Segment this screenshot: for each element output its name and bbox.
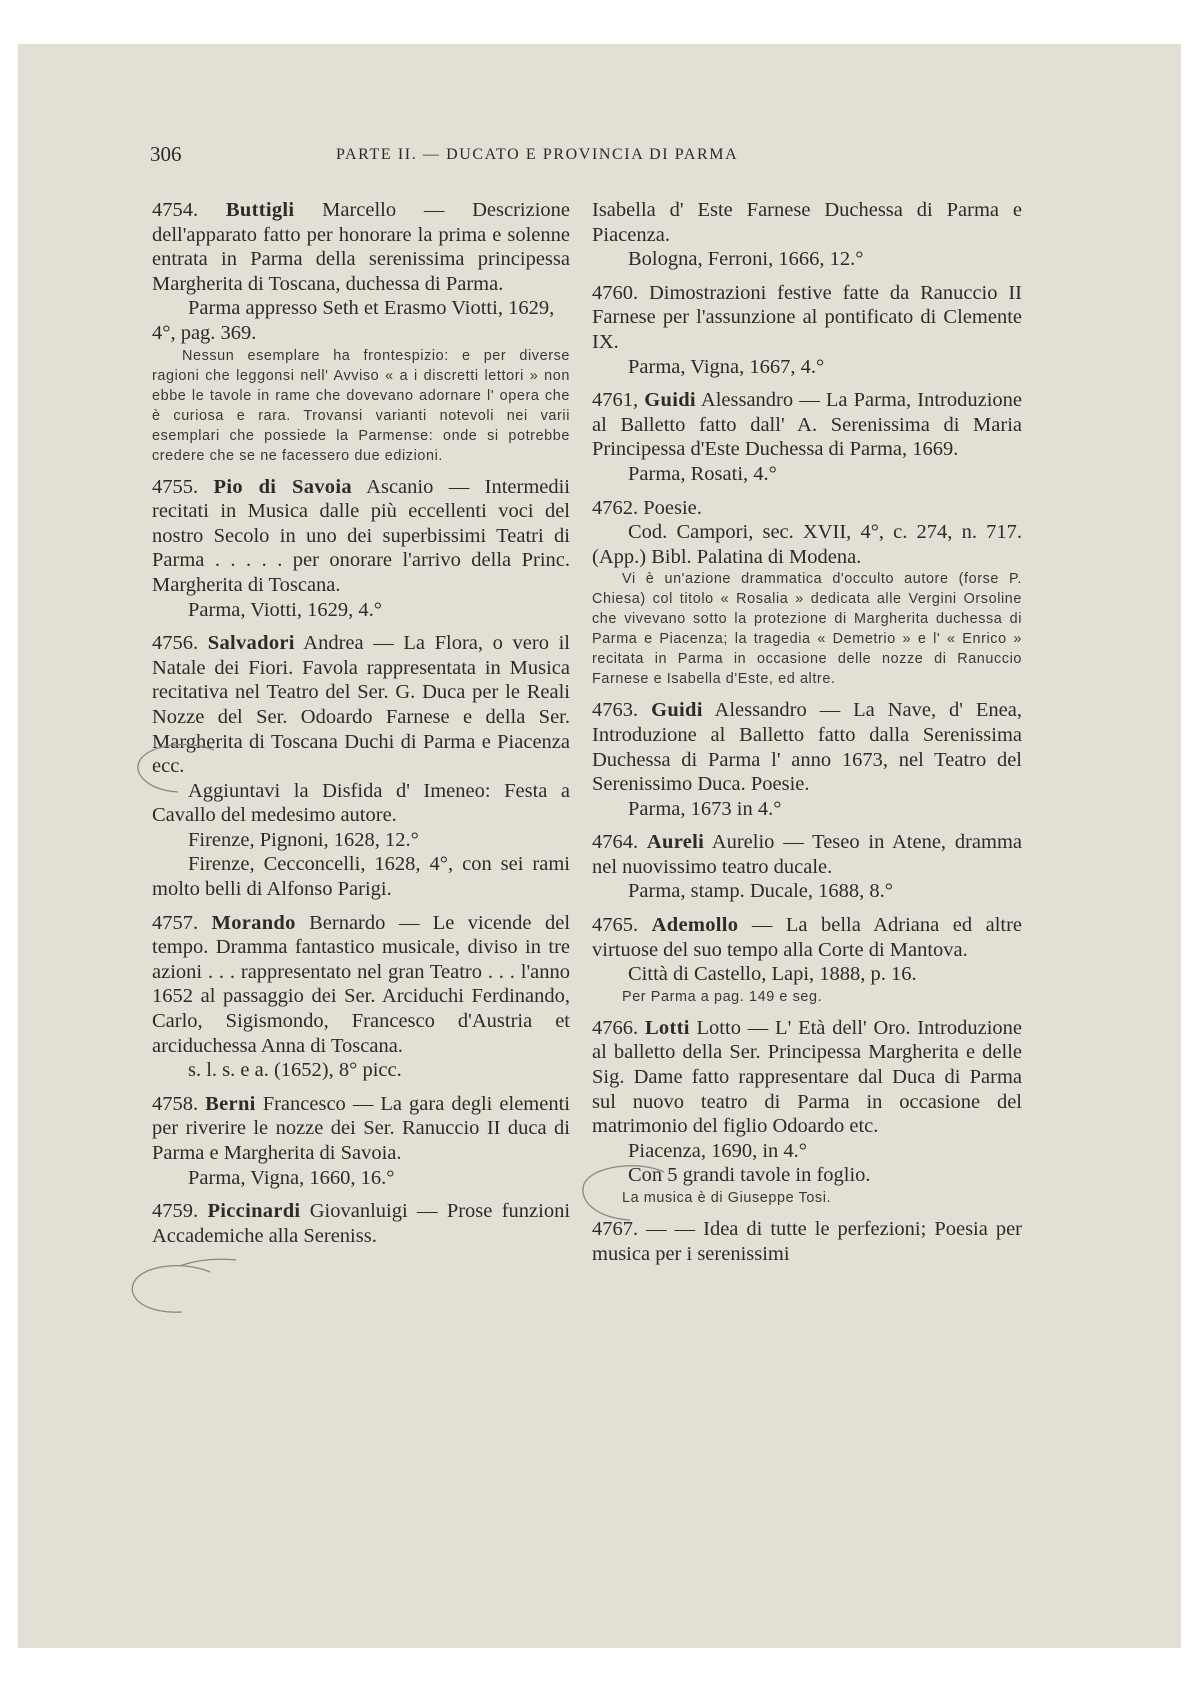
pencil-underline-mark [178,1256,238,1268]
entry-title: Bernardo — Le vicende del tempo. Dramma fantastico musicale, diviso in tre azioni . . . rappresentato nel gran Teatro . . . l'anno 1652 al passaggio dei Ser. Arciduchi Ferdinando, Carlo, Sigismondo, Francesco d'Austria et arciduchessa Anna di Toscana. [152,911,571,1057]
entry-4762 [592,496,1022,690]
right-column [592,198,1022,1275]
entry-author: Lotti [644,1016,690,1039]
entry-number: 4756. [152,632,199,655]
entry-number: 4762. [592,496,639,519]
entry-title: Isabella d' Este Farnese Duchessa di Parma e Piacenza. [592,199,1022,246]
entry-number: 4766. [592,1016,639,1039]
entry-imprint: Parma appresso Seth et Erasmo Viotti, 1629, 4°, pag. 369. [152,297,555,344]
entry-title: — — Idea di tutte le perfezioni; Poesia per musica per i serenissimi [592,1218,1023,1265]
entry-4758 [152,1092,570,1190]
entry-4761 [592,388,1022,486]
page-number: 306 [150,142,182,166]
entry-title: — La bella Adriana ed altre virtuose del suo tempo alla Corte di Mantova. [592,914,1023,961]
entry-4764 [592,830,1022,904]
entry-number: 4761, [592,389,639,412]
entry-author: Piccinardi [207,1200,301,1223]
entry-title: Marcello — Descrizione dell'apparato fatto per honorare la prima e solenne entrata in Parma della serenissima principessa Margherita di Toscana, duchessa di Parma. [152,199,571,295]
entry-note: Vi è un'azione drammatica d'occulto autore (forse P. Chiesa) col titolo « Rosalia » dedicata alle Vergini Orsoline che vivevano sotto la protezione di Margherita duchessa di Parma e Piacenza; la tragedia « Demetrio » e l' « Enrico » recitata in Parma in occasione delle nozze di Ranuccio Farnese e Isabella d'Este, ed altre. [592,571,1022,688]
entry-body [592,830,1022,879]
entry-imprint: Cod. Campori, sec. XVII, 4°, c. 274, n. 717. (App.) Bibl. Palatina di Modena. [592,521,1022,568]
pencil-circle-mark [122,1262,222,1322]
entry-author: Salvadori [207,632,295,655]
entry-title: Ascanio — Intermedii recitati in Musica dalle più eccellenti voci del nostro Secolo in uno dei superbissimi Teatri di Parma . . . . . per onorare l'arrivo della Princ. Margherita di Toscana. [152,475,571,596]
entry-title: Lotto — L' Età dell' Oro. Introduzione al balletto della Ser. Principessa Margherita e delle Sig. Dame fatto rappresentare dal Duca di Parma sul nuovo teatro di Parma in occasione del matrimonio del figlio Odoardo etc. [592,1016,1022,1138]
entry-number: 4757. [152,911,199,934]
entry-number: 4760. [592,281,639,304]
entry-body [592,496,1022,521]
entry-body [152,911,570,1059]
entry-author: Berni [205,1092,256,1115]
entry-4763 [592,698,1022,821]
entry-author: Aureli [646,831,705,854]
entry-4757 [152,911,570,1083]
pencil-circle-mark [578,1162,668,1226]
entry-number: 4755. [152,475,199,498]
entry-imprint: Parma, Vigna, 1667, 4.° [628,355,825,378]
entry-imprint: Parma, 1673 in 4.° [628,797,782,820]
entry-imprint: Parma, stamp. Ducale, 1688, 8.° [628,880,893,903]
entry-imprint: Parma, Vigna, 1660, 16.° [188,1166,395,1189]
entry-title: Alessandro — La Parma, Introduzione al Balletto fatto dall' A. Serenissima di Maria Principessa d'Este Duchessa di Parma, 1669. [592,389,1023,461]
entry-imprint: Parma, Rosati, 4.° [628,462,777,485]
entry-body [152,475,570,598]
entry-addition: Con 5 grandi tavole in foglio. [628,1164,871,1187]
entry-note: Per Parma a pag. 149 e seg. [622,988,823,1005]
entry-author: Pio di Savoia [213,475,352,498]
entry-number: 4758. [152,1092,199,1115]
entry-body [592,1016,1022,1139]
entry-imprint: Bologna, Ferroni, 1666, 12.° [628,248,864,271]
entry-number: 4765. [592,914,639,937]
entry-title: Poesie. [643,496,702,519]
entry-4754 [152,198,570,466]
pencil-circle-mark [130,742,222,802]
entry-body [592,698,1022,796]
entry-number: 4763. [592,699,639,722]
entry-number: 4754. [152,199,199,221]
entry-title: Andrea — La Flora, o vero il Natale dei Fiori. Favola rappresentata in Musica recitativa nel Teatro del Ser. G. Duca per le Reali Nozze del Ser. Odoardo Farnese e della Ser. Margherita di Toscana Duchi di Parma e Piacenza ecc. [152,632,571,778]
entry-title: Dimostrazioni festive fatte da Ranuccio II Farnese per l'assunzione al pontificato di Clemente IX. [592,281,1023,353]
entry-imprint: s. l. s. e a. (1652), 8° picc. [188,1059,402,1082]
entry-number: 4759. [152,1200,199,1223]
book-page [18,44,1181,1648]
entry-note: La musica è di Giuseppe Tosi. [622,1190,832,1206]
entry-body [592,388,1022,462]
entry-title: Giovanluigi — Prose funzioni Accademiche alla Sereniss. [152,1200,571,1247]
entry-imprint: Firenze, Pignoni, 1628, 12.° [188,828,419,851]
entry-author: Guidi [644,389,696,412]
entry-4760 [592,281,1022,379]
entry-author: Buttigli [225,199,295,221]
left-column [152,198,570,1257]
entry-body [592,281,1022,355]
entry-imprint: Città di Castello, Lapi, 1888, p. 16. [628,963,917,986]
page-header [18,142,1181,172]
entry-author: Morando [211,911,296,934]
entry-imprint: Piacenza, 1690, in 4.° [628,1139,807,1162]
entry-body [152,198,570,296]
entry-body [592,913,1022,962]
entry-4759 [152,1199,570,1248]
entry-4759-continued [592,198,1022,272]
entry-author: Ademollo [651,914,739,937]
entry-body [152,1199,570,1248]
entry-author: Guidi [651,699,703,722]
running-title: PARTE II. — DUCATO E PROVINCIA DI PARMA [336,146,739,163]
entry-body [152,1092,570,1166]
entry-number: 4764. [592,831,639,854]
entry-title: Aurelio — Teseo in Atene, dramma nel nuovissimo teatro ducale. [592,831,1023,878]
entry-note: Nessun esemplare ha frontespizio: e per diverse ragioni che leggonsi nell' Avviso « a i discretti lettori » non ebbe le tavole in rame che dovevano adornare l' opera che è curiosa e rara. Trovansi varianti notevoli nei varii esemplari che possiede la Parmense: onde si potrebbe credere che se ne facessero due edizioni. [152,347,570,464]
entry-title: Francesco — La gara degli elementi per riverire le nozze dei Ser. Ranuccio II duca di Parma e Margherita di Savoia. [152,1092,570,1164]
entry-4765 [592,913,1022,1007]
entry-addition: Aggiuntavi la Disfida d' Imeneo: Festa a Cavallo del medesimo autore. [152,779,570,827]
entry-4755 [152,475,570,623]
entry-imprint: Parma, Viotti, 1629, 4.° [188,598,382,621]
entry-imprint-alt: Firenze, Cecconcelli, 1628, 4°, con sei rami molto belli di Alfonso Parigi. [152,853,570,901]
entry-number: 4767. [592,1218,639,1240]
entry-title: Alessandro — La Nave, d' Enea, Introduzione al Balletto fatto dalla Serenissima Duchessa di Parma l' anno 1673, nel Teatro del Serenissimo Duca. Poesie. [592,699,1022,796]
